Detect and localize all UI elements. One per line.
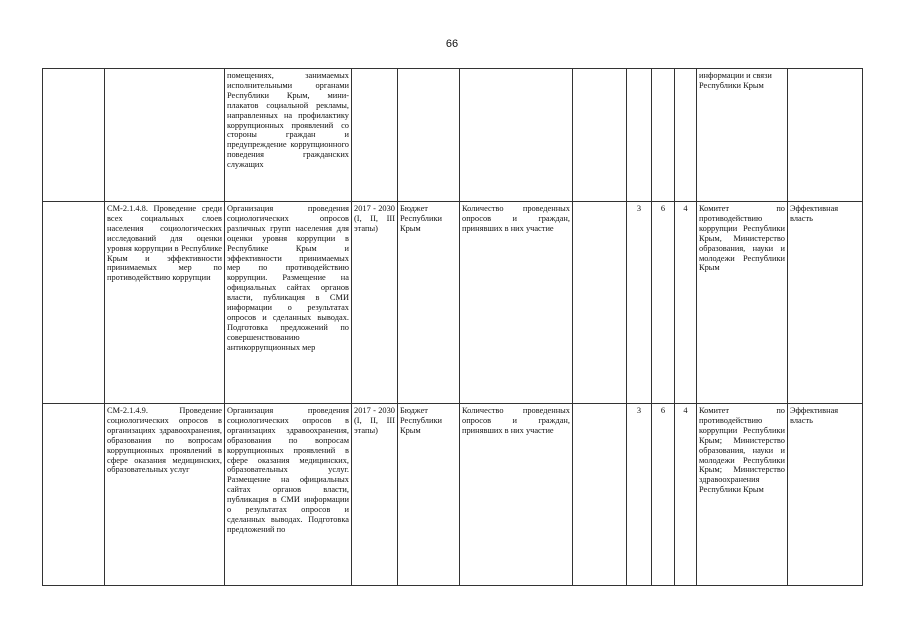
cell-funding: Бюджет Республики Крым xyxy=(398,202,460,404)
cell-value-2: 6 xyxy=(652,404,675,586)
cell-result: Эффективная власть xyxy=(788,404,863,586)
cell-base xyxy=(573,404,627,586)
cell-code xyxy=(105,69,225,202)
cell-base xyxy=(573,69,627,202)
cell-activity: помещениях, занимаемых исполнительными органами Республики Крым, мини-плакатов социальной рекламы, направленных на профилактику коррупционных проявлений со стороны граждан и предупреждение коррупционного поведения гражданских служащих xyxy=(225,69,352,202)
cell-executor: информации и связи Республики Крым xyxy=(697,69,788,202)
cell-empty xyxy=(43,404,105,586)
cell-empty xyxy=(43,202,105,404)
cell-value-3 xyxy=(675,69,697,202)
cell-value-3: 4 xyxy=(675,404,697,586)
cell-value-1: 3 xyxy=(627,404,652,586)
table-row xyxy=(43,202,863,404)
page-number: 66 xyxy=(445,38,459,50)
cell-result: Эффективная власть xyxy=(788,202,863,404)
cell-activity: Организация проведения социологических опросов в организациях здравоохранения, образования по вопросам коррупционных проявлений в сфере оказания медицинских, образовательных услуг. Размещение на официальных сайтах органов власти, публикация в СМИ информации о результатах опросов и сделанных выводах. Подготовка предложений по xyxy=(225,404,352,586)
cell-value-1 xyxy=(627,69,652,202)
cell-value-2 xyxy=(652,69,675,202)
cell-empty xyxy=(43,69,105,202)
cell-base xyxy=(573,202,627,404)
cell-period: 2017 - 2030 (I, II, III этапы) xyxy=(352,404,398,586)
cell-code: СМ-2.1.4.8. Проведение среди всех социальных слоев населения социологических исследований для оценки уровня коррупции в Республике Крым и эффективности принимаемых мер по противодействию коррупции xyxy=(105,202,225,404)
cell-executor: Комитет по противодействию коррупции Республики Крым, Министерство образования, науки и молодежи Республики Крым xyxy=(697,202,788,404)
table-row xyxy=(43,69,863,202)
cell-code: СМ-2.1.4.9. Проведение социологических опросов в организациях здравоохранения, образования по вопросам коррупционных проявлений в сфере оказания медицинских, образовательных услуг xyxy=(105,404,225,586)
cell-value-3: 4 xyxy=(675,202,697,404)
cell-value-1: 3 xyxy=(627,202,652,404)
cell-result xyxy=(788,69,863,202)
cell-indicator xyxy=(460,69,573,202)
cell-activity: Организация проведения социологических опросов различных групп населения для оценки уровня коррупции в Республике Крым и эффективности принимаемых мер по противодействию коррупции. Размещение на официальных сайтах органов власти, публикация в СМИ информации о результатах опросов и сделанных выводах. Подготовка предложений по совершенствованию антикоррупционных мер xyxy=(225,202,352,404)
cell-executor: Комитет по противодействию коррупции Республики Крым; Министерство образования, науки и молодежи Республики Крым; Министерство здравоохранения Республики Крым xyxy=(697,404,788,586)
cell-indicator: Количество проведенных опросов и граждан, принявших в них участие xyxy=(460,202,573,404)
measures-table xyxy=(42,68,863,586)
cell-funding xyxy=(398,69,460,202)
cell-period: 2017 - 2030 (I, II, III этапы) xyxy=(352,202,398,404)
cell-period xyxy=(352,69,398,202)
cell-indicator: Количество проведенных опросов и граждан, принявших в них участие xyxy=(460,404,573,586)
cell-value-2: 6 xyxy=(652,202,675,404)
table-row xyxy=(43,404,863,586)
cell-funding: Бюджет Республики Крым xyxy=(398,404,460,586)
